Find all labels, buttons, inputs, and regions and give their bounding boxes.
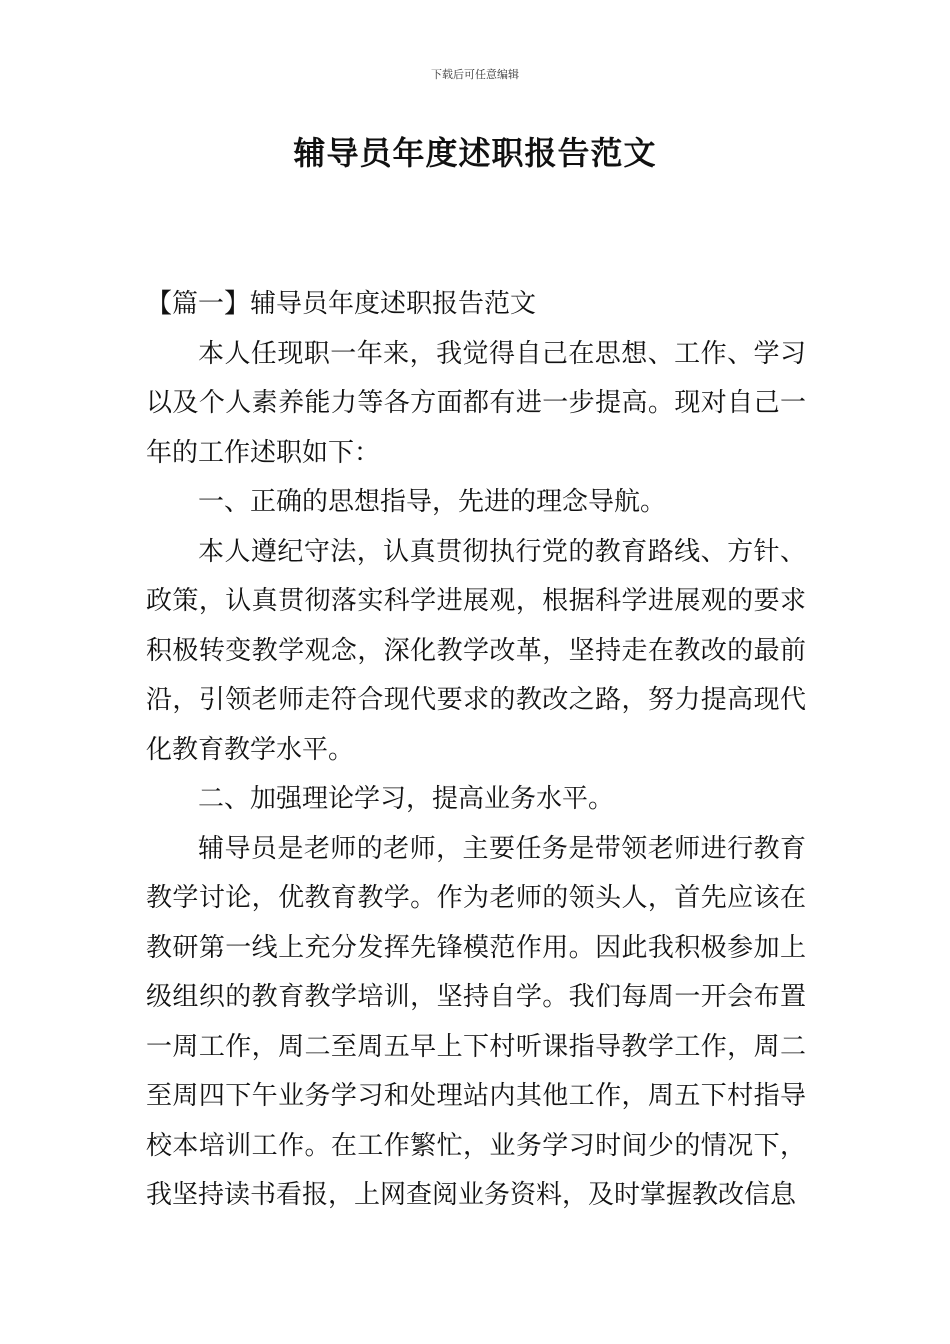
- paragraph: 二、加强理论学习，提高业务水平。: [198, 784, 615, 814]
- header-note: 下载后可任意编辑: [431, 68, 519, 81]
- paragraph: 本人遵纪守法，认真贯彻执行党的教育路线、方针、政策，认真贯彻落实科学进展观，根据科学进展观的要求积极转变教学观念，深化教学改革，坚持走在教改的最前沿，引领老师走符合现代要求的教改之路，努力提高现代化教育教学水平。: [146, 536, 806, 765]
- document-title: 辅导员年度述职报告范文: [293, 134, 657, 172]
- paragraph: 辅导员是老师的老师，主要任务是带领老师进行教育教学讨论，优教育教学。作为老师的领头人，首先应该在教研第一线上充分发挥先锋模范作用。因此我积极参加上级组织的教育教学培训，坚持自学。我们每周一开会布置一周工作，周二至周五早上下村听课指导教学工作，周二至周四下午业务学习和处理站内其他工作，周五下村指导校本培训工作。在工作繁忙，业务学习时间少的情况下，我坚持读书看报，上网查阅业务资料，及时掌握教改信息: [146, 833, 806, 1210]
- section-heading: 【篇一】辅导员年度述职报告范文: [146, 289, 537, 319]
- document-body: [146, 280, 806, 1221]
- paragraph: 一、正确的思想指导，先进的理念导航。: [198, 487, 667, 517]
- paragraph: 本人任现职一年来，我觉得自己在思想、工作、学习以及个人素养能力等各方面都有进一步提高。现对自己一年的工作述职如下：: [146, 338, 806, 468]
